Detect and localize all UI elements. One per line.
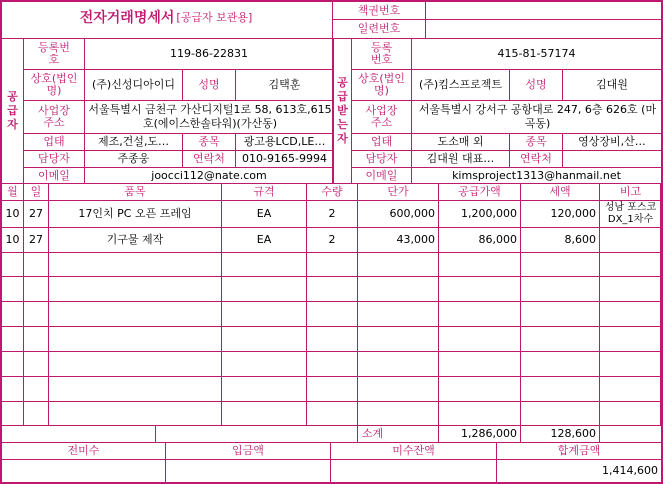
receiver-biz-item-label: 종목 bbox=[525, 135, 547, 148]
col-price-header: 단가 bbox=[387, 185, 409, 198]
grid-line-h bbox=[0, 425, 663, 426]
grid-line-v bbox=[438, 183, 439, 425]
cell-item: 17인치 PC 오픈 프레임 bbox=[78, 207, 192, 220]
supplier-biz-item-label: 종목 bbox=[198, 135, 220, 148]
cell-day: 27 bbox=[29, 207, 43, 220]
cell-tax: 120,000 bbox=[550, 207, 596, 220]
serial-no-value bbox=[426, 20, 661, 38]
supplier-address: 서울특별시 금천구 가산디지털1로 58, 613호,615호(에이스한솔타워)(가산동) bbox=[88, 103, 332, 130]
grid-line-v bbox=[357, 425, 358, 442]
receiver-company: (주)킴스프로젝트 bbox=[419, 78, 502, 91]
grid-line-h bbox=[0, 401, 663, 402]
prev-unpaid-label: 전미수 bbox=[67, 444, 100, 457]
grid-line-v bbox=[660, 183, 661, 425]
title-main: 전자거래명세서 bbox=[79, 10, 175, 26]
balance-label: 미수잔액 bbox=[392, 444, 435, 457]
cell-day: 27 bbox=[29, 233, 43, 246]
supplier-company-label: 상호(법인명) bbox=[30, 72, 78, 97]
grid-line-h bbox=[0, 227, 663, 228]
grid-line-h bbox=[332, 19, 663, 20]
grid-line-h bbox=[0, 183, 663, 184]
receiver-phone bbox=[563, 151, 661, 167]
supplier-side-label: 공 급 자 bbox=[7, 90, 18, 131]
book-no-label: 책권번호 bbox=[357, 3, 401, 17]
supplier-address-label: 사업장주소 bbox=[38, 104, 70, 129]
document-title bbox=[0, 2, 332, 34]
received-label: 입금액 bbox=[232, 444, 264, 457]
receiver-ceo-label: 성명 bbox=[525, 78, 547, 91]
grid-line-v bbox=[599, 425, 600, 442]
cell-supply: 86,000 bbox=[478, 233, 517, 246]
grid-line-v bbox=[182, 133, 183, 167]
cell-price: 600,000 bbox=[389, 207, 435, 220]
grid-line-h bbox=[0, 200, 663, 201]
col-note-header: 비고 bbox=[619, 185, 642, 198]
grid-line-v bbox=[84, 38, 85, 183]
supplier-biz-type: 제조,건설,도… bbox=[97, 135, 170, 148]
supplier-company: (주)신성디아이디 bbox=[92, 78, 175, 91]
grid-line-v bbox=[221, 183, 222, 425]
grid-line-h bbox=[23, 150, 333, 151]
grid-line-v bbox=[155, 425, 156, 442]
supplier-phone: 010-9165-9994 bbox=[242, 152, 327, 165]
grid-line-v bbox=[599, 183, 600, 425]
grid-line-h bbox=[0, 252, 663, 253]
grid-line-v bbox=[509, 133, 510, 167]
supplier-ceo: 김택훈 bbox=[268, 78, 301, 91]
grid-line-v bbox=[330, 442, 331, 484]
supplier-email: joocci112@nate.com bbox=[151, 168, 267, 182]
receiver-reg-label: 등록번호 bbox=[370, 41, 393, 66]
total-value: 1,414,600 bbox=[602, 464, 658, 477]
receiver-address-label: 사업장주소 bbox=[365, 104, 398, 129]
col-qty-header: 수량 bbox=[321, 185, 343, 198]
supplier-biz-type-label: 업태 bbox=[43, 135, 65, 148]
grid-line-v bbox=[165, 442, 166, 484]
title-sub: [공급자 보관용] bbox=[176, 11, 253, 24]
supplier-biz-item: 광고용LCD,LE… bbox=[243, 135, 326, 148]
book-no-value bbox=[426, 2, 661, 19]
col-supply-header: 공급가액 bbox=[458, 185, 501, 198]
grid-line-h bbox=[23, 133, 333, 134]
col-month-header: 월 bbox=[7, 185, 18, 198]
receiver-contact: 김대원 대표… bbox=[426, 152, 495, 165]
cell-spec: EA bbox=[256, 233, 272, 246]
receiver-email: kimsproject1313@hanmail.net bbox=[452, 168, 621, 182]
grid-line-v bbox=[306, 183, 307, 425]
grid-line-v bbox=[48, 183, 49, 425]
receiver-company-label: 상호(법인명) bbox=[358, 72, 405, 97]
grid-line-h bbox=[351, 100, 663, 101]
receiver-phone-label: 연락처 bbox=[520, 152, 552, 165]
grid-line-v bbox=[333, 38, 334, 183]
supplier-reg-label: 등록번호 bbox=[38, 41, 70, 66]
grid-line-h bbox=[351, 167, 663, 168]
grid-line-v bbox=[438, 425, 439, 442]
receiver-ceo: 김대원 bbox=[596, 78, 628, 91]
grid-line-v bbox=[562, 133, 563, 167]
cell-qty: 2 bbox=[328, 233, 336, 246]
receiver-contact-label: 담당자 bbox=[365, 152, 398, 165]
grid-line-v bbox=[357, 183, 358, 425]
grid-line-h bbox=[0, 326, 663, 327]
grid-line-h bbox=[23, 167, 333, 168]
balance-value bbox=[331, 460, 496, 482]
receiver-side-label: 공 급 받 는 자 bbox=[337, 76, 348, 145]
grid-line-h bbox=[0, 442, 663, 443]
grid-line-v bbox=[235, 69, 236, 100]
grid-line-v bbox=[23, 183, 24, 425]
grid-line-v bbox=[425, 0, 426, 38]
grid-line-v bbox=[411, 38, 412, 183]
supplier-contact: 주종웅 bbox=[117, 152, 150, 165]
grid-line-v bbox=[520, 183, 521, 425]
col-item-header: 품목 bbox=[124, 185, 146, 198]
grid-line-h bbox=[0, 351, 663, 352]
grid-line-h bbox=[0, 301, 663, 302]
grid-line-h bbox=[0, 459, 663, 460]
grid-line-v bbox=[182, 69, 183, 100]
col-tax-header: 세액 bbox=[549, 185, 571, 198]
grid-line-h bbox=[0, 376, 663, 377]
supplier-phone-label: 연락처 bbox=[193, 152, 225, 165]
supplier-email-label: 이메일 bbox=[38, 168, 70, 182]
subtotal-label: 소계 bbox=[361, 427, 384, 440]
grid-line-v bbox=[509, 69, 510, 100]
receiver-biz-type-label: 업태 bbox=[370, 135, 393, 148]
receiver-biz-item: 영상장비,산… bbox=[578, 135, 646, 148]
receiver-address: 서울특별시 강서구 공항대로 247, 6층 626호 (마곡동) bbox=[418, 103, 657, 130]
subtotal-supply: 1,286,000 bbox=[461, 427, 517, 440]
grid-line-h bbox=[351, 133, 663, 134]
cell-qty: 2 bbox=[328, 207, 336, 220]
subtotal-tax: 128,600 bbox=[550, 427, 596, 440]
grid-line-h bbox=[0, 276, 663, 277]
receiver-reg-no: 415-81-57174 bbox=[497, 47, 576, 60]
cell-supply: 1,200,000 bbox=[461, 207, 517, 220]
supplier-contact-label: 담당자 bbox=[38, 152, 70, 165]
grid-line-v bbox=[520, 425, 521, 442]
grid-line-h bbox=[23, 69, 333, 70]
grid-line-h bbox=[23, 100, 333, 101]
cell-note: 성남 포스코DX_1차수 bbox=[604, 202, 657, 225]
col-day-header: 일 bbox=[30, 185, 42, 198]
cell-note bbox=[600, 228, 661, 252]
cell-month: 10 bbox=[5, 233, 20, 246]
receiver-email-label: 이메일 bbox=[365, 168, 398, 182]
serial-no-label: 일련번호 bbox=[357, 22, 401, 35]
col-spec-header: 규격 bbox=[253, 185, 275, 198]
grid-line-v bbox=[23, 38, 24, 183]
cell-price: 43,000 bbox=[396, 233, 435, 246]
supplier-ceo-label: 성명 bbox=[198, 78, 220, 91]
receiver-biz-type: 도소매 외 bbox=[437, 135, 484, 148]
grid-line-v bbox=[351, 38, 352, 183]
cell-spec: EA bbox=[256, 207, 272, 220]
cell-item: 기구물 제작 bbox=[106, 233, 164, 246]
cell-tax: 8,600 bbox=[564, 233, 596, 246]
grid-line-h bbox=[351, 69, 663, 70]
grid-line-v bbox=[235, 133, 236, 167]
total-label: 합계금액 bbox=[557, 444, 601, 457]
cell-month: 10 bbox=[5, 207, 20, 220]
grid-line-v bbox=[496, 442, 497, 484]
received-value bbox=[166, 460, 330, 482]
grid-line-v bbox=[562, 69, 563, 100]
grid-line-h bbox=[351, 150, 663, 151]
supplier-reg-no: 119-86-22831 bbox=[170, 47, 248, 60]
prev-unpaid-value bbox=[2, 460, 165, 482]
